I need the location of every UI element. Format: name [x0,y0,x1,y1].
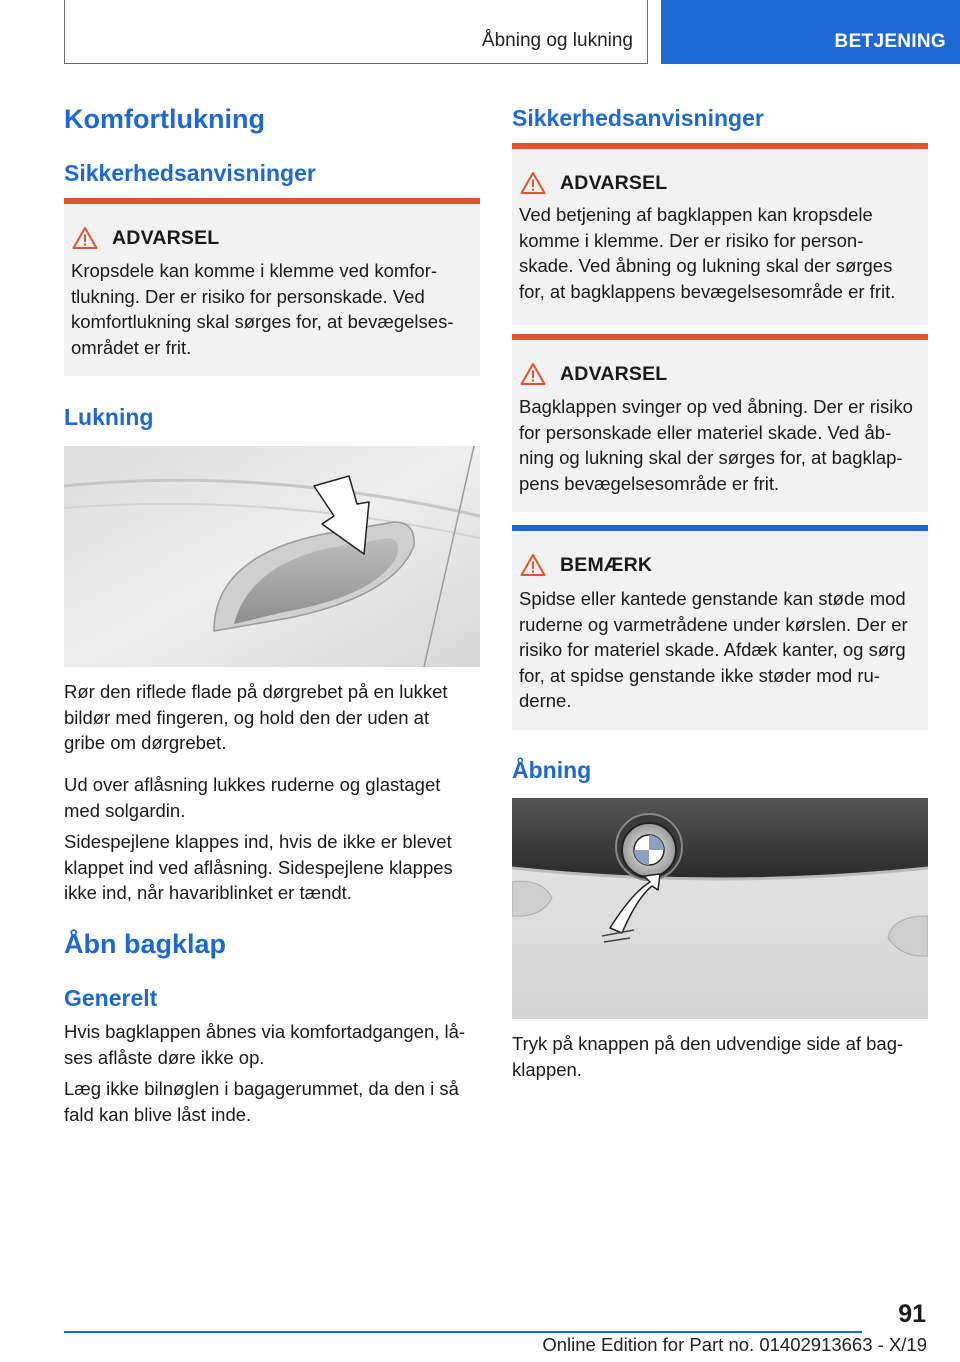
header-chapter-tab [661,0,960,64]
general-text-2 [64,1076,480,1127]
heading-open-tailgate: Åbn bagklap [64,929,227,959]
heading-safety-right: Sikkerhedsanvisninger [512,105,764,131]
warning-box-3 [512,334,928,512]
text-line: Kropsdele kan komme i klemme ved komfor- [71,260,438,281]
warning-bar [64,198,480,204]
text-line: komme i klemme. Der er risiko for person- [519,229,864,251]
text-line: klappet ind ved aflåsning. Sidespejlene klappes [64,856,453,878]
text-line: ikke ind, når havariblinket er tændt. [64,882,352,903]
opening-instruction [512,1031,928,1082]
text-line: området er frit. [71,336,192,358]
notice-text [519,586,922,714]
text-line: Ved betjening af bagklappen kan kropsdele [519,204,873,225]
warning-triangle-icon [72,226,98,250]
text-line: pens bevægelsesområde er frit. [519,472,780,494]
text-line: Ud over aflåsning lukkes ruderne og glastaget [64,774,441,795]
text-line: for, at spidse genstande ikke støder mod ru- [519,664,880,686]
text-line: komfortlukning skal sørges for, at bevægelses- [71,311,454,332]
warning-triangle-icon [520,362,546,386]
text-line: tlukning. Der er risiko for personskade. Ved [71,285,425,307]
text-line: Sidespejlene klappes ind, hvis de ikke er blevet [64,831,452,852]
warning-box-2 [512,143,928,325]
footer-divider [64,1331,862,1333]
door-handle-illustration [64,446,480,667]
header-section-title: Åbning og lukning [481,30,633,51]
text-line: ses aflåste døre ikke op. [64,1046,265,1068]
text-line: for personskade eller materiel skade. Ved åb- [519,421,892,443]
footer-edition: Online Edition for Part no. 01402913663 - X/19 [542,1334,927,1355]
closing-instruction [64,679,480,756]
text-line: bildør med fingeren, og hold den der uden at [64,706,430,728]
text-line: Rør den riflede flade på dørgrebet på en lukket [64,681,448,702]
heading-generelt: Generelt [64,985,158,1011]
text-line: for, at bagklappens bevægelsesområde er frit. [519,280,896,302]
heading-lukning: Lukning [64,404,154,430]
text-line: gribe om dørgrebet. [64,732,227,753]
text-line: derne. [519,690,572,711]
heading-safety-left: Sikkerhedsanvisninger [64,160,316,186]
text-line: skade. Ved åbning og lukning skal der sørges [519,255,893,276]
text-line: Hvis bagklappen åbnes via komfortadgangen, lå- [64,1021,466,1042]
tailgate-illustration [512,798,928,1019]
warning-bar [512,143,928,149]
text-line: Spidse eller kantede genstande kan støde mod [519,588,906,609]
warning-text [71,258,474,360]
page-number: 91 [898,1300,926,1328]
warning-triangle-icon [520,553,546,577]
notice-title: BEMÆRK [560,553,653,576]
text-line: risiko for materiel skade. Afdæk kanter, og sørg [519,639,906,660]
header-section-box [64,0,648,64]
tailgate-button-figure [512,798,928,1019]
heading-aabning: Åbning [512,757,592,783]
warning-triangle-icon [520,171,546,195]
warning-box-1 [64,198,480,376]
text-line: Tryk på knappen på den udvendige side af bag- [512,1033,904,1054]
warning-title: ADVARSEL [560,362,668,385]
warning-text [519,202,922,304]
door-handle-figure [64,446,480,667]
heading-komfortlukning: Komfortlukning [64,104,265,134]
warning-title: ADVARSEL [560,171,668,194]
warning-text [519,394,922,496]
notice-bar [512,525,928,531]
warning-title: ADVARSEL [112,226,220,249]
text-line: fald kan blive låst inde. [64,1103,252,1125]
closing-note-mirrors [64,829,480,906]
closing-note-windows [64,772,480,823]
text-line: Læg ikke bilnøglen i bagagerummet, da den i så [64,1078,459,1099]
notice-box [512,525,928,730]
text-line: klappen. [512,1058,582,1080]
header-chapter-title: BETJENING [834,31,946,52]
text-line: ruderne og varmetrådene under kørslen. Der er [519,613,908,635]
text-line: med solgardin. [64,799,186,821]
text-line: Bagklappen svinger op ved åbning. Der er risiko [519,396,913,417]
warning-bar [512,334,928,340]
text-line: ning og lukning skal der sørges for, at bagklap- [519,447,903,468]
general-text-1 [64,1019,480,1070]
